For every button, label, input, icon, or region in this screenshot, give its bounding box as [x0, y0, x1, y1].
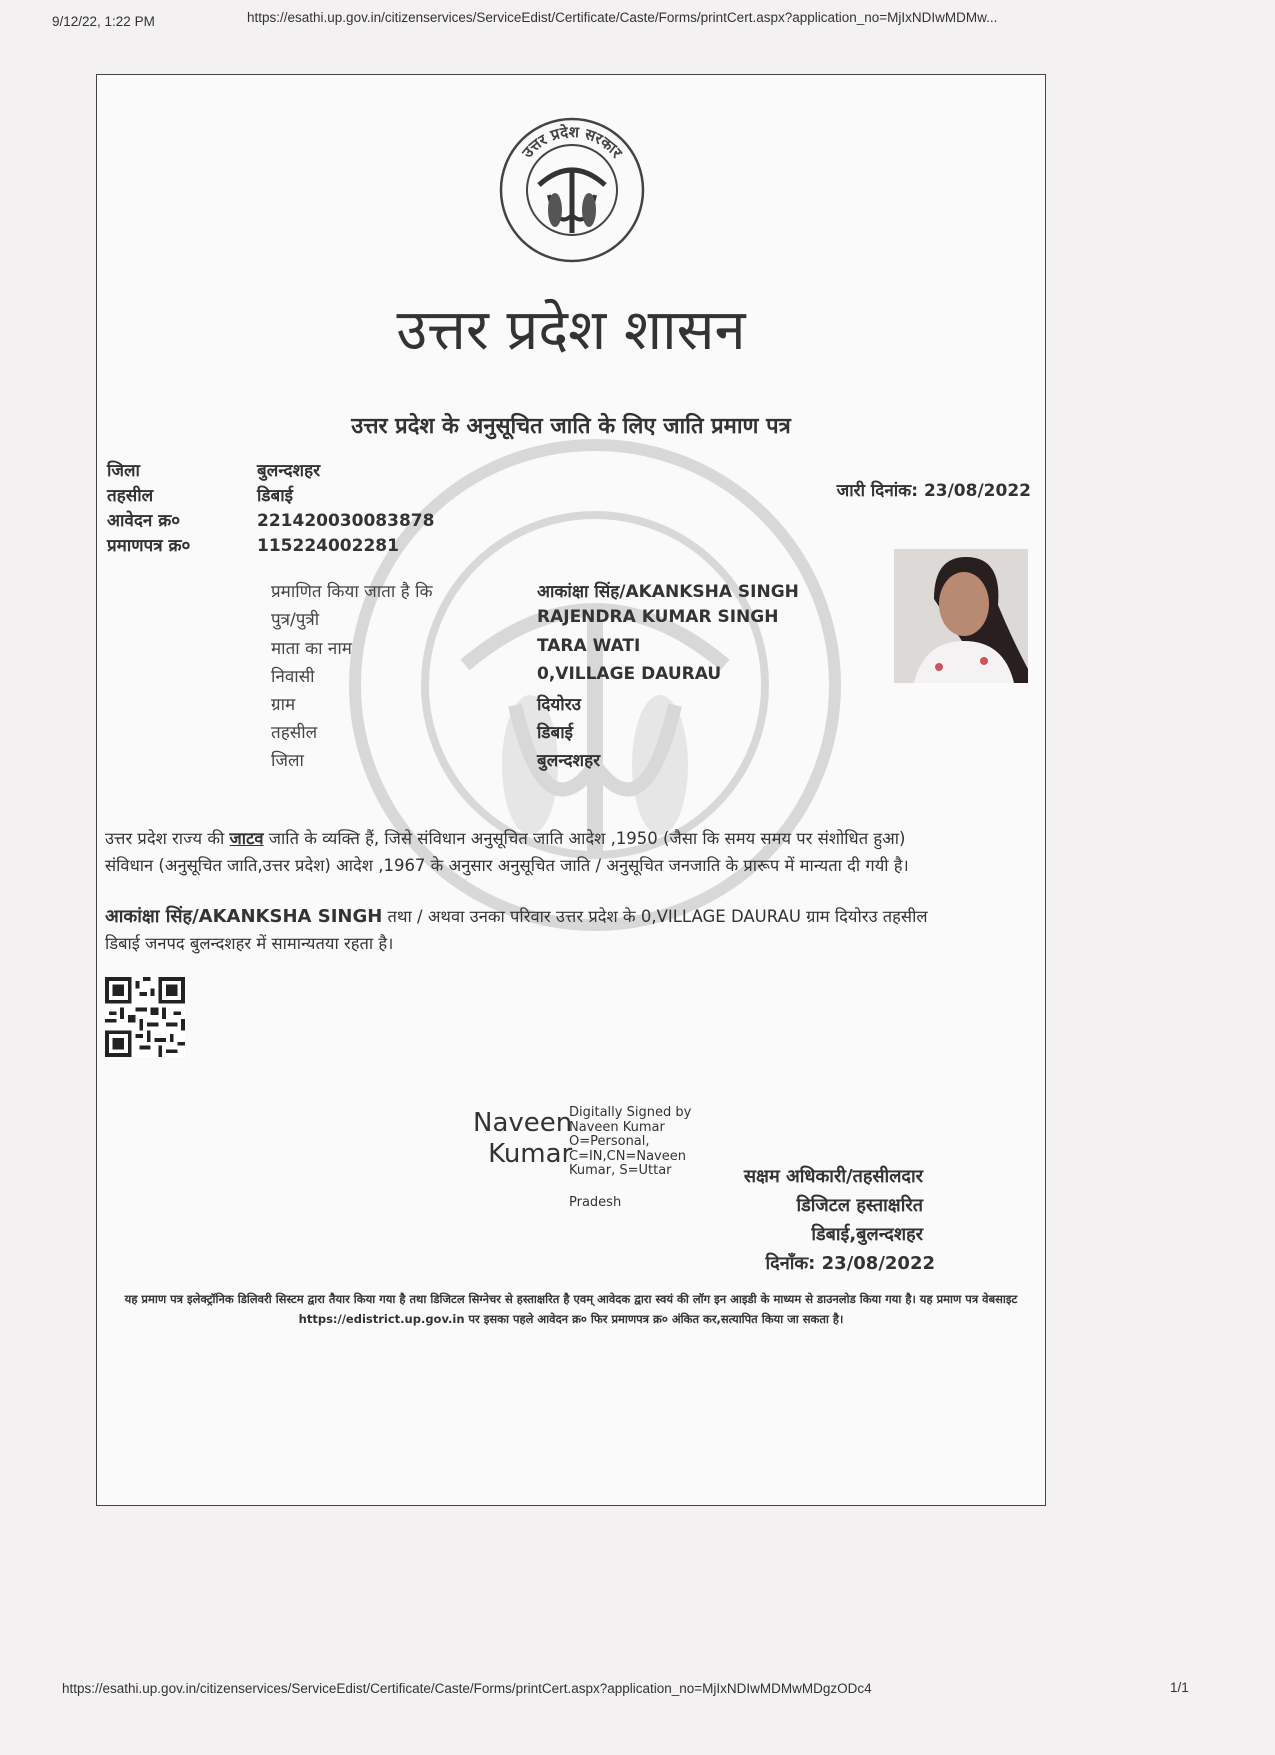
certificate-title: उत्तर प्रदेश शासन [396, 298, 746, 363]
applicant-name: आकांक्षा सिंह/AKANKSHA SINGH [105, 906, 383, 927]
meta-label: जिला [107, 461, 140, 481]
signature-last-name: Kumar [488, 1139, 573, 1169]
issue-date: जारी दिनांक: 23/08/2022 [836, 481, 1031, 501]
field-label: प्रमाणित किया जाता है कि [271, 582, 433, 602]
field-value: 0,VILLAGE DAURAU [537, 664, 722, 684]
caste-declaration-paragraph [105, 825, 935, 879]
meta-value: बुलन्दशहर [257, 461, 321, 481]
field-label: तहसील [271, 723, 318, 743]
field-label: पुत्र/पुत्री [271, 610, 320, 630]
emblem-arc-text: उत्तर प्रदेश सरकार [518, 122, 626, 162]
meta-district [107, 458, 320, 481]
meta-label: आवेदन क्र० [107, 511, 181, 531]
meta-label: प्रमाणपत्र क्र० [107, 536, 191, 556]
field-label: माता का नाम [271, 639, 352, 659]
certificate-footer-note: यह प्रमाण पत्र इलेक्ट्रॉनिक डिलिवरी सिस्टम द्वारा तैयार किया गया है तथा डिजिटल सिग्नेचर से हस्ताक्षरित है एवम् आवेदक द्वारा स्वयं की लॉग इन आइडी के माध्यम से डाउनलोड किया गया है। यह प्रमाण पत्र वेबसाइट https://edistrict.up.gov.in पर इसका पहले आवेदन क्र० फिर प्रमाणपत्र क्र० अंकित कर,सत्यापित किया जा सकता है। [124, 1292, 1018, 1326]
officer-location: डिबाई,बुलन्दशहर [811, 1224, 923, 1245]
meta-tehsil [107, 483, 293, 506]
field-value: RAJENDRA KUMAR SINGH [537, 607, 779, 627]
certificate-subtitle: उत्तर प्रदेश के अनुसूचित जाति के लिए जाति प्रमाण पत्र [351, 414, 791, 439]
field-label: जिला [271, 751, 304, 771]
field-value: बुलन्दशहर [537, 751, 601, 771]
meta-value: 221420030083878 [257, 511, 435, 531]
officer-digital-signed: डिजिटल हस्ताक्षरित [796, 1195, 923, 1216]
field-value: TARA WATI [537, 636, 641, 656]
residence-paragraph [105, 903, 935, 957]
digital-signature-name [473, 1108, 572, 1170]
meta-value: 115224002281 [257, 536, 399, 556]
para1-pre: उत्तर प्रदेश राज्य की [105, 829, 230, 848]
signature-first-name: Naveen [473, 1108, 573, 1138]
digital-signature-detail: Digitally Signed by Naveen Kumar O=Personal, C=IN,CN=Naveen Kumar, S=Uttar [569, 1105, 692, 1178]
print-footer-url: https://esathi.up.gov.in/citizenservices/ServiceEdist/Certificate/Caste/Forms/printCert.aspx?application_no=MjIxNDIwMDMwMDgzODc4 [62, 1681, 872, 1696]
print-datetime: 9/12/22, 1:22 PM [52, 14, 155, 29]
up-government-emblem-icon [497, 115, 647, 265]
meta-value: डिबाई [257, 486, 293, 506]
caste-name: जाटव [229, 829, 264, 848]
officer-block [743, 1162, 935, 1278]
field-value: डिबाई [537, 723, 573, 743]
para2-text: तथा / अथवा उनका परिवार उत्तर प्रदेश के 0,VILLAGE DAURAU ग्राम दियोरउ तहसील डिबाई जनपद बुलन्दशहर में सामान्यतया रहता है। [105, 907, 928, 953]
qr-code [105, 977, 185, 1057]
meta-certificate-number [107, 533, 399, 556]
meta-label: तहसील [107, 486, 154, 506]
officer-designation: सक्षम अधिकारी/तहसीलदार [743, 1166, 923, 1187]
digital-signature-state: Pradesh [569, 1195, 622, 1210]
field-value: आकांक्षा सिंह/AKANKSHA SINGH [537, 582, 799, 602]
certificate [96, 74, 1046, 1506]
field-label: निवासी [271, 667, 315, 687]
para1-post: जाति के व्यक्ति हैं, जिसे संविधान अनुसूचित जाति आदेश ,1950 (जैसा कि समय समय पर संशोधित हुआ) संविधान (अनुसूचित जाति,उत्तर प्रदेश) आदेश ,1967 के अनुसार अनुसूचित जाति / अनुसूचित जनजाति के प्रारूप में मान्यता दी गयी है। [105, 829, 909, 875]
applicant-photo [894, 549, 1028, 683]
meta-application-number [107, 508, 434, 531]
print-page-number: 1/1 [1170, 1680, 1189, 1695]
print-url: https://esathi.up.gov.in/citizenservices/ServiceEdist/Certificate/Caste/Forms/printCert.aspx?application_no=MjIxNDIwMDMw... [247, 10, 998, 25]
field-value: दियोरउ [537, 695, 581, 715]
officer-date: दिनाँक: 23/08/2022 [765, 1253, 935, 1274]
field-label: ग्राम [271, 695, 296, 715]
